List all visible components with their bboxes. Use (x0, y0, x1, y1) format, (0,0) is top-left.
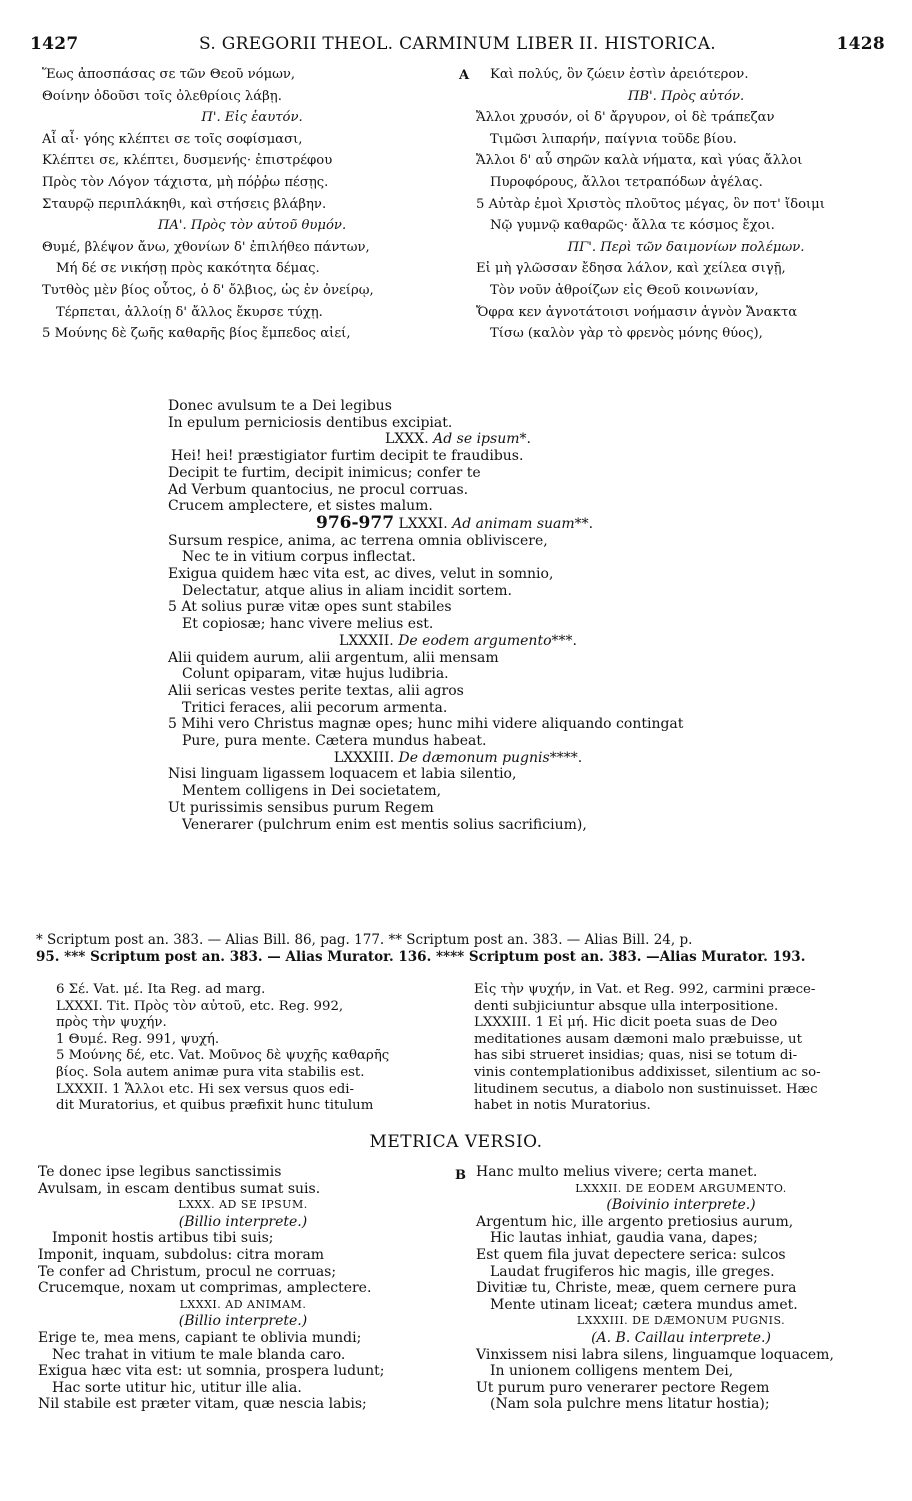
metrica-versio-title: METRICA VERSIO. (369, 1132, 543, 1152)
verse-heading: LXXXII. DE EODEM ARGUMENTO. (575, 1181, 787, 1195)
greek-line: Τίσω (καλὸν γὰρ τὸ φρενὸς μόνης θύος), (490, 326, 763, 342)
footnote-line: * Scriptum post an. 383. — Alias Bill. 86, pag. 177. ** Scriptum post an. 383. — Alias Bill. 24, p. (36, 932, 693, 948)
note-line: dit Muratorius, et quibus præfixit hunc titulum (56, 1098, 374, 1114)
footnotes (36, 932, 886, 966)
critical-notes-right (474, 982, 821, 1115)
latin-line: Hei! hei! præstigiator furtim decipit te fraudibus. (171, 448, 524, 465)
greek-line: Μή δέ σε νικήσῃ πρὸς κακότητα δέμας. (56, 261, 320, 277)
verse-line: Avulsam, in escam dentibus sumat suis. (38, 1180, 321, 1197)
verse-interpreter: (Billio interprete.) (178, 1213, 308, 1230)
greek-line: Εἰ μὴ γλῶσσαν ἔδησα λάλον, καὶ χείλεα σιγῇ, (476, 261, 786, 277)
margin-letter-b: B (455, 1168, 466, 1183)
latin-line: Et copiosæ; hanc vivere melius est. (182, 616, 434, 633)
note-line: meditationes ausam dæmoni malo præbuisse, ut (474, 1031, 802, 1047)
greek-line: Τυτθὸς μὲν βίος οὗτος, ὁ δ' ὄλβιος, ὡς ἐν ὀνείρῳ, (42, 282, 374, 298)
verse-interpreter: (Boivinio interprete.) (606, 1197, 756, 1214)
metrical-version-left (38, 1164, 448, 1413)
footnote-line: 95. *** Scriptum post an. 383. — Alias Murator. 136. **** Scriptum post an. 383. —Alias Murator. 193. (36, 949, 806, 965)
note-line: 5 Μούνης δέ, etc. Vat. Μοῦνος δὲ ψυχῆς καθαρῆς (56, 1048, 390, 1064)
latin-line: Crucem amplectere, et sistes malum. (168, 498, 433, 515)
section-heading-lxxx: LXXX. Ad se ipsum*. (385, 431, 531, 448)
note-line: LXXXI. Tit. Πρὸς τὸν αὐτοῦ, etc. Reg. 992, (56, 998, 344, 1014)
note-line: litudinem secutus, a diabolo non sustinuisset. Hæc (474, 1081, 818, 1097)
verse-line: Ut purum puro venerarer pectore Regem (476, 1379, 770, 1396)
verse-line: Nec trahat in vitium te male blanda caro. (52, 1346, 346, 1363)
verse-line: Te confer ad Christum, procul ne corruas; (38, 1263, 337, 1280)
latin-line: Ut purissimis sensibus purum Regem (168, 799, 434, 816)
note-line: denti subjiciuntur absque ulla interpositione. (474, 998, 779, 1014)
note-line: LXXXII. 1 Ἄλλοι etc. Hi sex versus quos edi- (56, 1081, 354, 1097)
verse-heading: LXXXIII. DE DÆMONUM PUGNIS. (576, 1314, 786, 1328)
greek-line: Νῷ γυμνῷ καθαρῶς· ἄλλα τε κόσμος ἔχοι. (490, 218, 775, 234)
verse-line: Mente utinam liceat; cætera mundus amet. (490, 1296, 798, 1313)
greek-line: 5 Μούνης δὲ ζωῆς καθαρῆς βίος ἔμπεδος αἰεί, (42, 326, 351, 342)
verse-interpreter: (A. B. Caillau interprete.) (591, 1329, 771, 1346)
latin-line: Decipit te furtim, decipit inimicus; confer te (168, 464, 481, 481)
latin-line: Donec avulsum te a Dei legibus (168, 398, 392, 414)
verse-heading: LXXX. AD SE IPSUM. (178, 1198, 308, 1212)
greek-line: Αἶ αἶ· γόης κλέπτει σε τοῖς σοφίσμασι, (42, 131, 303, 147)
note-line: 6 Σέ. Vat. μέ. Ita Reg. ad marg. (56, 982, 266, 997)
latin-line: Pure, pura mente. Cætera mundus habeat. (182, 733, 487, 750)
note-line: 1 Θυμέ. Reg. 991, ψυχή. (56, 1031, 220, 1047)
verse-line: Vinxissem nisi labra silens, linguamque loquacem, (476, 1346, 834, 1363)
latin-line: Tritici feraces, alii pecorum armenta. (182, 699, 448, 716)
greek-heading: ΠΓ'. Περὶ τῶν δαιμονίων πολέμων. (567, 239, 805, 255)
greek-line: Θοίνην ὀδοῦσι τοῖς ὀλεθρίοις λάβῃ. (42, 88, 282, 104)
running-title: S. GREGORII THEOL. CARMINUM LIBER II. HISTORICA. (198, 34, 717, 54)
note-line: LXXXIII. 1 Εἰ μή. Hic dicit poeta suas de Deo (474, 1015, 778, 1031)
verse-line: Est quem fila juvat depectere serica: sulcos (476, 1246, 786, 1263)
verse-line: Hic lautas inhiat, gaudia vana, dapes; (490, 1230, 758, 1247)
note-line: πρὸς τὴν ψυχήν. (56, 1015, 167, 1031)
verse-line: Erige te, mea mens, capiant te oblivia mundi; (38, 1329, 362, 1346)
latin-line: Delectatur, atque alius in aliam incidit sortem. (182, 582, 513, 599)
latin-translation (168, 398, 778, 833)
greek-line: Ὄφρα κεν ἁγνοτάτοισι νοήμασιν ἁγνὸν Ἄνακτα (476, 304, 798, 320)
verse-line: Hanc multo melius vivere; certa manet. (476, 1164, 758, 1180)
verse-line: Te donec ipse legibus sanctissimis (38, 1164, 282, 1180)
section-heading-lxxxiii: LXXXIII. De dæmonum pugnis****. (333, 749, 583, 766)
greek-line: Ἕως ἀποσπάσας σε τῶν Θεοῦ νόμων, (42, 67, 296, 82)
latin-line: 5 At solius puræ vitæ opes sunt stabiles (168, 599, 452, 616)
greek-line: Ἄλλοι χρυσόν, οἱ δ' ἄργυρον, οἱ δὲ τράπεζαν (476, 110, 775, 126)
note-line: vinis contemplationibus addixisset, silentium ac so- (474, 1064, 821, 1080)
verse-line: Nil stabile est præter vitam, quæ nescia labis; (38, 1396, 367, 1413)
verse-heading: LXXXI. AD ANIMAM. (179, 1297, 307, 1311)
latin-line: In epulum perniciosis dentibus excipiat. (168, 414, 453, 431)
section-heading-lxxxii: LXXXII. De eodem argumento***. (339, 632, 577, 649)
critical-notes-left (56, 982, 389, 1115)
verse-line: Imponit, inquam, subdolus: citra moram (38, 1246, 325, 1263)
latin-line: Alii sericas vestes perite textas, alii agros (168, 682, 464, 699)
latin-line: Alii quidem aurum, alii argentum, alii mensam (168, 649, 499, 666)
verse-line: Argentum hic, ille argento pretiosius aurum, (476, 1213, 794, 1230)
greek-text-right-column (476, 64, 896, 345)
note-line: Εἰς τὴν ψυχήν, in Vat. et Reg. 992, carmini præce- (474, 982, 816, 997)
page-number-right: 1428 (836, 34, 885, 54)
page-number-left: 1427 (30, 34, 79, 54)
margin-letter-a: A (459, 68, 470, 83)
greek-line: Πυροφόρους, ἄλλοι τετραπόδων ἀγέλας. (490, 174, 763, 190)
latin-line: Exigua quidem hæc vita est, ac dives, velut in somnio, (168, 566, 554, 583)
verse-line: In unionem colligens mentem Dei, (490, 1363, 734, 1380)
verse-line: Divitiæ tu, Christe, meæ, quem cernere pura (476, 1280, 797, 1297)
latin-line: Venerarer (pulchrum enim est mentis solius sacrificium), (182, 816, 587, 833)
latin-line: Sursum respice, anima, ac terrena omnia obliviscere, (168, 532, 548, 549)
greek-heading: ΠΑ'. Πρὸς τὸν αὑτοῦ θυμόν. (157, 218, 347, 234)
greek-line: Τιμῶσι λιπαρήν, παίγνια τοῦδε βίου. (490, 131, 737, 147)
verse-line: Imponit hostis artibus tibi suis; (52, 1230, 274, 1247)
greek-heading: Π'. Εἰς ἑαυτόν. (201, 110, 303, 126)
greek-line: Πρὸς τὸν Λόγον τάχιστα, μὴ πόῤῥω πέσῃς. (42, 174, 329, 190)
verse-line: Crucemque, noxam ut comprimas, amplectere. (38, 1280, 372, 1297)
greek-line: Σταυρῷ περιπλάκηθι, καὶ στήσεις βλάβην. (42, 196, 327, 212)
greek-line: Κλέπτει σε, κλέπτει, δυσμενής· ἐπιστρέφου (42, 153, 333, 169)
note-line: habet in notis Muratorius. (474, 1098, 651, 1114)
note-line: βίος. Sola autem animæ pura vita stabilis est. (56, 1064, 365, 1080)
greek-text-left-column (42, 64, 462, 345)
greek-line: Τὸν νοῦν ἀθροίζων εἰς Θεοῦ κοινωνίαν, (490, 282, 759, 298)
latin-line: Nec te in vitium corpus inflectat. (182, 549, 416, 566)
greek-line: Θυμέ, βλέψον ἄνω, χθονίων δ' ἐπιλήθεο πάντων, (42, 239, 370, 255)
latin-line: 5 Mihi vero Christus magnæ opes; hunc mihi videre aliquando contingat (168, 716, 684, 733)
verse-line: Hac sorte utitur hic, utitur ille alia. (52, 1379, 302, 1396)
section-heading-lxxxi: 976-977 LXXXI. Ad animam suam**. (316, 512, 594, 533)
latin-line: Ad Verbum quantocius, ne procul corruas. (168, 481, 469, 498)
greek-line: Τέρπεται, ἀλλοίῃ δ' ἄλλος ἔκυρσε τύχῃ. (56, 304, 323, 320)
note-line: has sibi strueret insidias; quas, nisi se totum di- (474, 1048, 798, 1064)
greek-line: Καὶ πολύς, ὃν ζώειν ἐστὶν ἀρειότερον. (490, 67, 749, 82)
verse-interpreter: (Billio interprete.) (178, 1313, 308, 1330)
greek-line: 5 Αὐτὰρ ἐμοὶ Χριστὸς πλοῦτος μέγας, ὃν ποτ' ἴδοιμι (476, 196, 825, 212)
latin-line: Colunt opiparam, vitæ hujus ludibria. (182, 666, 449, 683)
metrical-version-right (476, 1164, 886, 1413)
latin-line: Nisi linguam ligassem loquacem et labia silentio, (168, 766, 517, 783)
greek-line: Ἄλλοι δ' αὖ σηρῶν καλὰ νήματα, καὶ γύας ἄλλοι (476, 153, 803, 169)
latin-line: Mentem colligens in Dei societatem, (182, 783, 442, 800)
verse-line: Exigua hæc vita est: ut somnia, prospera ludunt; (38, 1363, 385, 1380)
column-number: 976-977 (316, 512, 395, 533)
running-header (30, 34, 885, 58)
greek-heading: ΠΒ'. Πρὸς αὐτόν. (627, 88, 745, 104)
verse-line: (Nam sola pulchre mens litatur hostia); (490, 1396, 770, 1413)
verse-line: Laudat frugiferos hic magis, ille greges. (490, 1263, 775, 1280)
